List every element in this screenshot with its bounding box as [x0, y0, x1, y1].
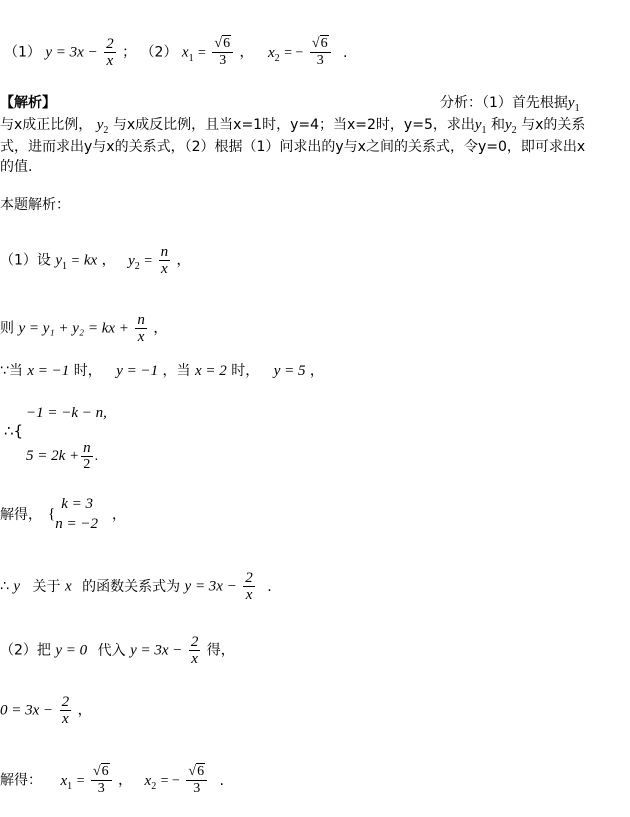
- x1-var: x: [181, 44, 189, 61]
- step-set: （1）设 $y_1$ = kx ， $y_2$ = $\frac{n}{x}$ ，: [0, 244, 191, 277]
- analysis-line1: 与x成正比例， $y_2$ 与x成反比例，且当x=1时，y=4；当x=2时，y=5，求出$y_1$ 和$y_2$ 与x的关系: [0, 117, 586, 136]
- solve-system: 解得， { k = 3 n = −2 ，: [0, 496, 126, 532]
- x2-value: $\frac{√6}{3}$: [310, 36, 331, 69]
- solution-header: 本题解析：: [0, 197, 70, 213]
- x1-eq: =: [198, 45, 206, 61]
- x1-sub: 1: [188, 52, 194, 64]
- x2-eq: = −: [284, 45, 304, 61]
- part1-label: （1）: [4, 44, 41, 61]
- equation-zero: 0 = 3x − $\frac{2}{x}$ ，: [0, 694, 92, 727]
- part2-label: （2）: [140, 44, 178, 61]
- conclusion: ∴ y 关于 x 的函数关系式为 y = 3x − $\frac{2}{x}$ .: [0, 570, 272, 603]
- equation-system: −1 = −k − n, ∴{ 5 = 2k + $\frac{n}{2}$ .: [4, 405, 107, 472]
- x2-var: x: [268, 44, 275, 61]
- period: .: [343, 44, 348, 61]
- analysis-bracket-label: 【解析】: [0, 95, 56, 111]
- part2-substitute: （2）把 y = 0 代入 y = 3x − $\frac{2}{x}$ 得，: [0, 634, 235, 667]
- analysis-line2: 式，进而求出y与x的关系式，（2）根据（1）问求出的y与x之间的关系式，令y=0，即可求出x: [0, 139, 586, 155]
- step-sum: 则 y = y₁ + y₂ = kx + $\frac{n}{x}$ ，: [0, 312, 168, 345]
- step-condition: ∵当 x = −1 时， y = −1 ，当 x = 2 时， y = 5 ，: [0, 363, 324, 379]
- part1-expr: y = 3x −: [45, 44, 98, 61]
- x1-value: $\frac{√6}{3}$: [212, 36, 233, 69]
- fraction: $\frac{2}{x}$: [106, 36, 114, 69]
- analysis-line3: 的值.: [0, 159, 33, 175]
- final-solution: 解得： $x_1$ = $\frac{√6}{3}$ ， $x_2$ = − $\frac{√6}{3}$ .: [0, 764, 224, 796]
- analysis-intro: 分析：（1）首先根据$y_1$: [440, 95, 580, 114]
- answer-line: [4, 36, 347, 69]
- separator: ；: [122, 44, 137, 61]
- comma: ，: [239, 44, 254, 61]
- x2-sub: 2: [274, 52, 280, 64]
